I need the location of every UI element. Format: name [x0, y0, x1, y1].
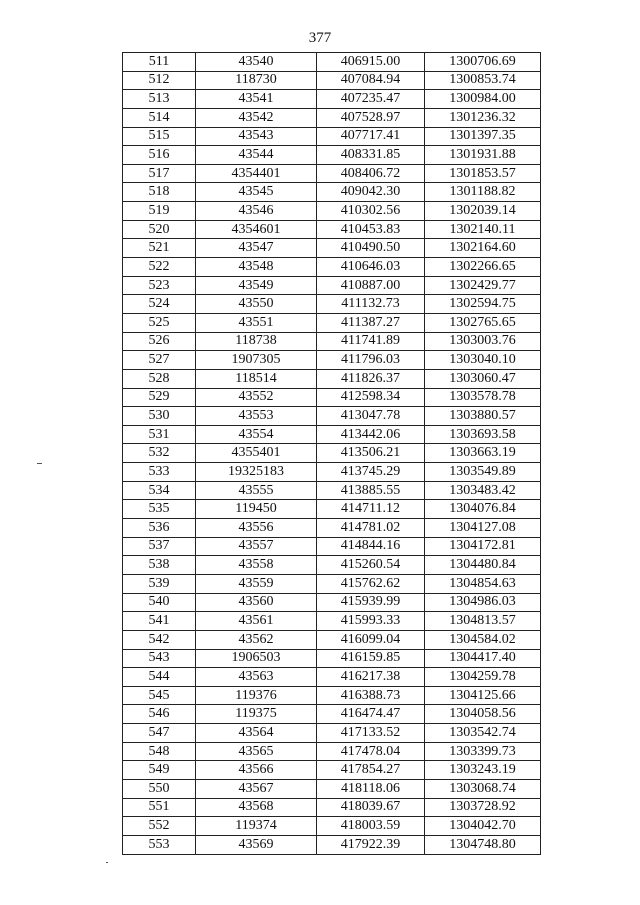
- point-id-cell: 43555: [196, 481, 317, 500]
- point-id-cell: 43552: [196, 388, 317, 407]
- y-coordinate-cell: 1303399.73: [425, 742, 541, 761]
- table-row: [123, 71, 541, 90]
- y-coordinate-cell: 1301853.57: [425, 164, 541, 183]
- table-row: [123, 276, 541, 295]
- row-index-cell: 549: [123, 761, 196, 780]
- point-id-cell: 118730: [196, 71, 317, 90]
- y-coordinate-cell: 1300853.74: [425, 71, 541, 90]
- y-coordinate-cell: 1303068.74: [425, 779, 541, 798]
- x-coordinate-cell: 406915.00: [317, 53, 425, 72]
- table-row: [123, 724, 541, 743]
- x-coordinate-cell: 418003.59: [317, 817, 425, 836]
- x-coordinate-cell: 414711.12: [317, 500, 425, 519]
- table-row: [123, 537, 541, 556]
- row-index-cell: 533: [123, 463, 196, 482]
- y-coordinate-cell: 1302765.65: [425, 313, 541, 332]
- row-index-cell: 548: [123, 742, 196, 761]
- y-coordinate-cell: 1304854.63: [425, 574, 541, 593]
- row-index-cell: 546: [123, 705, 196, 724]
- x-coordinate-cell: 412598.34: [317, 388, 425, 407]
- table-row: [123, 425, 541, 444]
- row-index-cell: 526: [123, 332, 196, 351]
- row-index-cell: 535: [123, 500, 196, 519]
- x-coordinate-cell: 415993.33: [317, 612, 425, 631]
- point-id-cell: 1907305: [196, 351, 317, 370]
- x-coordinate-cell: 413047.78: [317, 407, 425, 426]
- y-coordinate-cell: 1304417.40: [425, 649, 541, 668]
- x-coordinate-cell: 418118.06: [317, 779, 425, 798]
- table-row: [123, 127, 541, 146]
- y-coordinate-cell: 1300706.69: [425, 53, 541, 72]
- y-coordinate-cell: 1303549.89: [425, 463, 541, 482]
- x-coordinate-cell: 417854.27: [317, 761, 425, 780]
- table-row: [123, 798, 541, 817]
- row-index-cell: 520: [123, 220, 196, 239]
- x-coordinate-cell: 411826.37: [317, 369, 425, 388]
- point-id-cell: 119374: [196, 817, 317, 836]
- y-coordinate-cell: 1304584.02: [425, 630, 541, 649]
- point-id-cell: 43560: [196, 593, 317, 612]
- row-index-cell: 543: [123, 649, 196, 668]
- point-id-cell: 43549: [196, 276, 317, 295]
- y-coordinate-cell: 1303243.19: [425, 761, 541, 780]
- row-index-cell: 517: [123, 164, 196, 183]
- x-coordinate-cell: 410887.00: [317, 276, 425, 295]
- x-coordinate-cell: 410453.83: [317, 220, 425, 239]
- row-index-cell: 534: [123, 481, 196, 500]
- table-row: [123, 649, 541, 668]
- row-index-cell: 551: [123, 798, 196, 817]
- x-coordinate-cell: 416159.85: [317, 649, 425, 668]
- point-id-cell: 43548: [196, 258, 317, 277]
- row-index-cell: 539: [123, 574, 196, 593]
- y-coordinate-cell: 1304127.08: [425, 519, 541, 538]
- row-index-cell: 537: [123, 537, 196, 556]
- point-id-cell: 43542: [196, 108, 317, 127]
- table-row: [123, 239, 541, 258]
- point-id-cell: 4354401: [196, 164, 317, 183]
- point-id-cell: 43568: [196, 798, 317, 817]
- point-id-cell: 43550: [196, 295, 317, 314]
- x-coordinate-cell: 417478.04: [317, 742, 425, 761]
- table-row: [123, 407, 541, 426]
- table-row: [123, 90, 541, 109]
- x-coordinate-cell: 411387.27: [317, 313, 425, 332]
- x-coordinate-cell: 414844.16: [317, 537, 425, 556]
- point-id-cell: 43557: [196, 537, 317, 556]
- point-id-cell: 118514: [196, 369, 317, 388]
- row-index-cell: 547: [123, 724, 196, 743]
- y-coordinate-cell: 1302164.60: [425, 239, 541, 258]
- x-coordinate-cell: 407235.47: [317, 90, 425, 109]
- y-coordinate-cell: 1302039.14: [425, 202, 541, 221]
- table-row: [123, 761, 541, 780]
- row-index-cell: 516: [123, 146, 196, 165]
- table-row: [123, 295, 541, 314]
- table-row: [123, 351, 541, 370]
- point-id-cell: 43563: [196, 668, 317, 687]
- table-row: [123, 612, 541, 631]
- x-coordinate-cell: 414781.02: [317, 519, 425, 538]
- table-row: [123, 835, 541, 854]
- x-coordinate-cell: 410302.56: [317, 202, 425, 221]
- point-id-cell: 43541: [196, 90, 317, 109]
- y-coordinate-cell: 1302140.11: [425, 220, 541, 239]
- x-coordinate-cell: 410490.50: [317, 239, 425, 258]
- x-coordinate-cell: 415762.62: [317, 574, 425, 593]
- row-index-cell: 542: [123, 630, 196, 649]
- row-index-cell: 514: [123, 108, 196, 127]
- y-coordinate-cell: 1304259.78: [425, 668, 541, 687]
- table-row: [123, 630, 541, 649]
- x-coordinate-cell: 408331.85: [317, 146, 425, 165]
- point-id-cell: 43546: [196, 202, 317, 221]
- x-coordinate-cell: 417922.39: [317, 835, 425, 854]
- row-index-cell: 532: [123, 444, 196, 463]
- row-index-cell: 522: [123, 258, 196, 277]
- point-id-cell: 43569: [196, 835, 317, 854]
- table-row: [123, 593, 541, 612]
- y-coordinate-cell: 1302266.65: [425, 258, 541, 277]
- point-id-cell: 119376: [196, 686, 317, 705]
- table-row: [123, 332, 541, 351]
- y-coordinate-cell: 1300984.00: [425, 90, 541, 109]
- x-coordinate-cell: 407528.97: [317, 108, 425, 127]
- row-index-cell: 541: [123, 612, 196, 631]
- table-row: [123, 668, 541, 687]
- table-row: [123, 164, 541, 183]
- table-row: [123, 53, 541, 72]
- y-coordinate-cell: 1304042.70: [425, 817, 541, 836]
- x-coordinate-cell: 413442.06: [317, 425, 425, 444]
- row-index-cell: 512: [123, 71, 196, 90]
- table-row: [123, 202, 541, 221]
- row-index-cell: 511: [123, 53, 196, 72]
- scan-mark: [37, 463, 42, 464]
- y-coordinate-cell: 1302594.75: [425, 295, 541, 314]
- x-coordinate-cell: 409042.30: [317, 183, 425, 202]
- point-id-cell: 43562: [196, 630, 317, 649]
- point-id-cell: 43559: [196, 574, 317, 593]
- point-id-cell: 43551: [196, 313, 317, 332]
- y-coordinate-cell: 1303663.19: [425, 444, 541, 463]
- table-row: [123, 220, 541, 239]
- x-coordinate-cell: 416474.47: [317, 705, 425, 724]
- y-coordinate-cell: 1303578.78: [425, 388, 541, 407]
- row-index-cell: 545: [123, 686, 196, 705]
- row-index-cell: 536: [123, 519, 196, 538]
- y-coordinate-cell: 1303040.10: [425, 351, 541, 370]
- y-coordinate-cell: 1301931.88: [425, 146, 541, 165]
- row-index-cell: 519: [123, 202, 196, 221]
- y-coordinate-cell: 1301188.82: [425, 183, 541, 202]
- table-row: [123, 574, 541, 593]
- y-coordinate-cell: 1301236.32: [425, 108, 541, 127]
- row-index-cell: 544: [123, 668, 196, 687]
- x-coordinate-cell: 415260.54: [317, 556, 425, 575]
- x-coordinate-cell: 411796.03: [317, 351, 425, 370]
- point-id-cell: 43540: [196, 53, 317, 72]
- point-id-cell: 118738: [196, 332, 317, 351]
- y-coordinate-cell: 1304748.80: [425, 835, 541, 854]
- y-coordinate-cell: 1304480.84: [425, 556, 541, 575]
- point-id-cell: 43565: [196, 742, 317, 761]
- x-coordinate-cell: 417133.52: [317, 724, 425, 743]
- table-row: [123, 463, 541, 482]
- point-id-cell: 43554: [196, 425, 317, 444]
- x-coordinate-cell: 411741.89: [317, 332, 425, 351]
- row-index-cell: 540: [123, 593, 196, 612]
- table-row: [123, 686, 541, 705]
- table-row: [123, 388, 541, 407]
- x-coordinate-cell: 410646.03: [317, 258, 425, 277]
- x-coordinate-cell: 413745.29: [317, 463, 425, 482]
- table-row: [123, 146, 541, 165]
- x-coordinate-cell: 408406.72: [317, 164, 425, 183]
- row-index-cell: 552: [123, 817, 196, 836]
- table-row: [123, 500, 541, 519]
- table-row: [123, 369, 541, 388]
- point-id-cell: 43564: [196, 724, 317, 743]
- point-id-cell: 43553: [196, 407, 317, 426]
- x-coordinate-cell: 418039.67: [317, 798, 425, 817]
- row-index-cell: 524: [123, 295, 196, 314]
- x-coordinate-cell: 416099.04: [317, 630, 425, 649]
- x-coordinate-cell: 416388.73: [317, 686, 425, 705]
- point-id-cell: 43545: [196, 183, 317, 202]
- x-coordinate-cell: 411132.73: [317, 295, 425, 314]
- y-coordinate-cell: 1302429.77: [425, 276, 541, 295]
- point-id-cell: 119375: [196, 705, 317, 724]
- table-row: [123, 817, 541, 836]
- y-coordinate-cell: 1303728.92: [425, 798, 541, 817]
- table-row: [123, 313, 541, 332]
- x-coordinate-cell: 413506.21: [317, 444, 425, 463]
- x-coordinate-cell: 407084.94: [317, 71, 425, 90]
- table-row: [123, 444, 541, 463]
- y-coordinate-cell: 1304813.57: [425, 612, 541, 631]
- row-index-cell: 521: [123, 239, 196, 258]
- row-index-cell: 528: [123, 369, 196, 388]
- table-row: [123, 705, 541, 724]
- point-id-cell: 43556: [196, 519, 317, 538]
- point-id-cell: 19325183: [196, 463, 317, 482]
- y-coordinate-cell: 1304986.03: [425, 593, 541, 612]
- point-id-cell: 1906503: [196, 649, 317, 668]
- table-row: [123, 519, 541, 538]
- x-coordinate-cell: 413885.55: [317, 481, 425, 500]
- row-index-cell: 553: [123, 835, 196, 854]
- row-index-cell: 515: [123, 127, 196, 146]
- point-id-cell: 119450: [196, 500, 317, 519]
- y-coordinate-cell: 1303060.47: [425, 369, 541, 388]
- x-coordinate-cell: 416217.38: [317, 668, 425, 687]
- point-id-cell: 43567: [196, 779, 317, 798]
- table-row: [123, 742, 541, 761]
- coordinates-table: [122, 52, 541, 855]
- table-row: [123, 108, 541, 127]
- y-coordinate-cell: 1304172.81: [425, 537, 541, 556]
- point-id-cell: 43547: [196, 239, 317, 258]
- table-row: [123, 481, 541, 500]
- y-coordinate-cell: 1304125.66: [425, 686, 541, 705]
- row-index-cell: 538: [123, 556, 196, 575]
- page-number: 377: [308, 30, 332, 46]
- coordinates-table-body: [123, 53, 541, 855]
- row-index-cell: 527: [123, 351, 196, 370]
- point-id-cell: 43566: [196, 761, 317, 780]
- y-coordinate-cell: 1303880.57: [425, 407, 541, 426]
- y-coordinate-cell: 1304058.56: [425, 705, 541, 724]
- table-row: [123, 779, 541, 798]
- row-index-cell: 531: [123, 425, 196, 444]
- point-id-cell: 43561: [196, 612, 317, 631]
- row-index-cell: 550: [123, 779, 196, 798]
- y-coordinate-cell: 1303003.76: [425, 332, 541, 351]
- y-coordinate-cell: 1303542.74: [425, 724, 541, 743]
- row-index-cell: 525: [123, 313, 196, 332]
- point-id-cell: 43543: [196, 127, 317, 146]
- row-index-cell: 523: [123, 276, 196, 295]
- y-coordinate-cell: 1303693.58: [425, 425, 541, 444]
- y-coordinate-cell: 1301397.35: [425, 127, 541, 146]
- y-coordinate-cell: 1303483.42: [425, 481, 541, 500]
- x-coordinate-cell: 407717.41: [317, 127, 425, 146]
- point-id-cell: 43558: [196, 556, 317, 575]
- x-coordinate-cell: 415939.99: [317, 593, 425, 612]
- y-coordinate-cell: 1304076.84: [425, 500, 541, 519]
- row-index-cell: 518: [123, 183, 196, 202]
- point-id-cell: 43544: [196, 146, 317, 165]
- point-id-cell: 4354601: [196, 220, 317, 239]
- table-row: [123, 258, 541, 277]
- row-index-cell: 513: [123, 90, 196, 109]
- row-index-cell: 529: [123, 388, 196, 407]
- table-row: [123, 556, 541, 575]
- point-id-cell: 4355401: [196, 444, 317, 463]
- scan-mark: [106, 862, 108, 863]
- row-index-cell: 530: [123, 407, 196, 426]
- table-row: [123, 183, 541, 202]
